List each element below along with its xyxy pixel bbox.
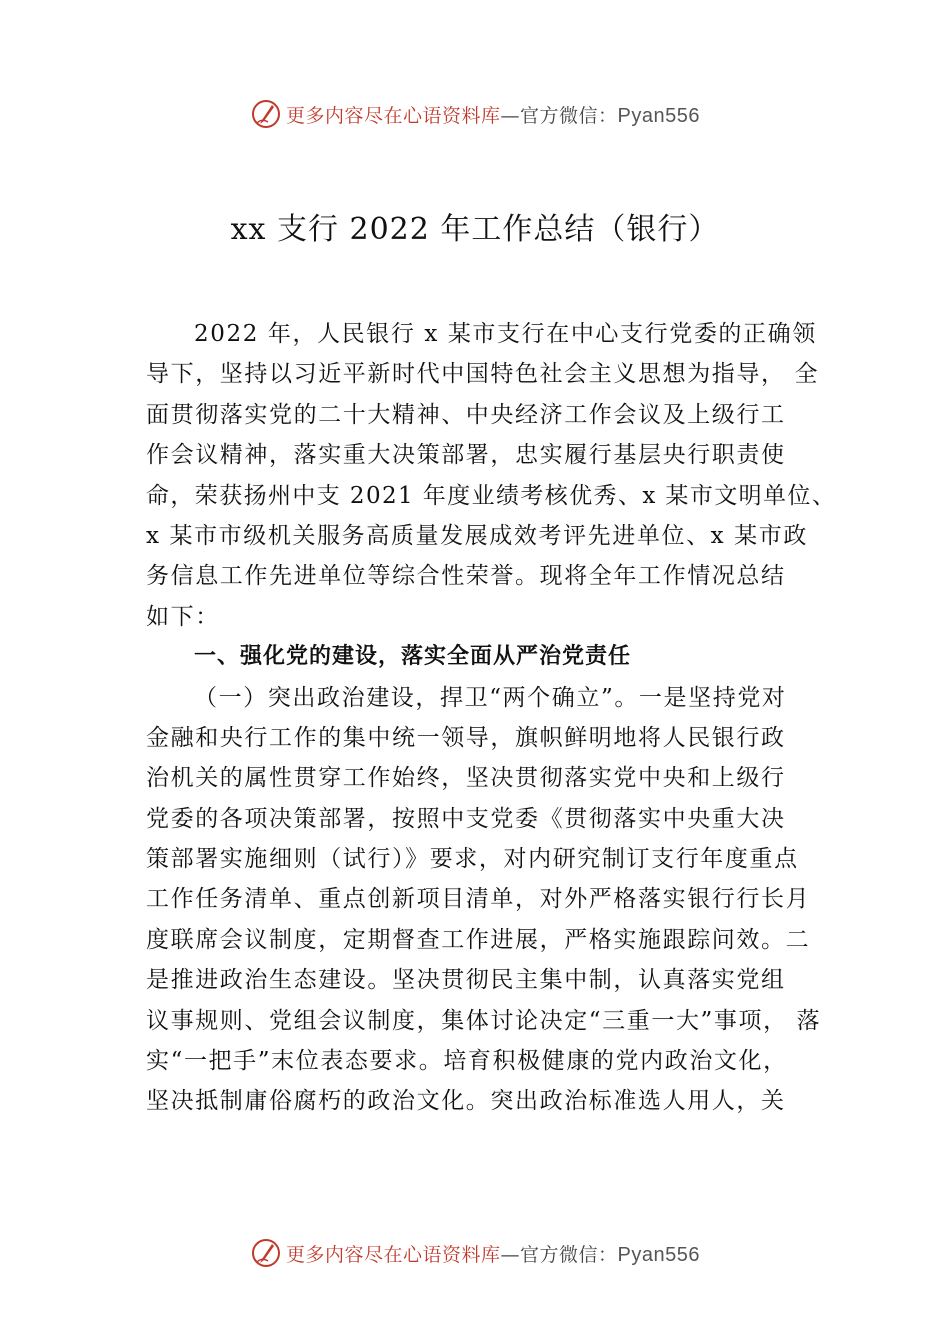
paragraph-line: 实“一把手”末位表态要求。培育积极健康的党内政治文化， [146,1048,788,1075]
paragraph-line: 议事规则、党组会议制度，集体讨论决定“三重一大”事项， 落 [146,1007,822,1034]
paragraph-line: 金融和央行工作的集中统一领导，旗帜鲜明地将人民银行政 [146,724,786,751]
paragraph-line: 导下，坚持以习近平新时代中国特色社会主义思想为指导， 全 [146,361,820,388]
paragraph-line: 治机关的属性贯穿工作始终，坚决贯彻落实党中央和上级行 [146,765,786,792]
quill-logo-icon [250,98,282,130]
paragraph-line: 面贯彻落实党的二十大精神、中央经济工作会议及上级行工 [146,401,786,428]
paragraph-line: 工作任务清单、重点创新项目清单，对外严格落实银行行长月 [146,886,811,913]
quill-logo-icon [250,1237,282,1269]
watermark-text: 更多内容尽在心语资料库—官方微信：Pyan556 [286,1243,700,1266]
document-body [146,314,837,1122]
paragraph-line: （一）突出政治建设，捍卫“两个确立”。一是坚持党对 [194,684,787,711]
watermark-banner-bottom [0,1233,950,1273]
paragraph-line: 如下： [146,603,220,630]
paragraph-line: 命，荣获扬州中支 2021 年度业绩考核优秀、x 某市文明单位、 [146,482,837,509]
paragraph-line: 党委的各项决策部署，按照中支党委《贯彻落实中央重大决 [146,805,786,832]
paragraph-line: 务信息工作先进单位等综合性荣誉。现将全年工作情况总结 [146,563,786,590]
paragraph-line: 策部署实施细则（试行）》要求，对内研究制订支行年度重点 [146,846,799,873]
watermark-text: 更多内容尽在心语资料库—官方微信：Pyan556 [286,104,700,127]
paragraph-line: 2022 年，人民银行 x 某市支行在中心支行党委的正确领 [194,321,817,347]
paragraph-line: 度联席会议制度，定期督查工作进展，严格实施跟踪问效。二 [146,926,811,953]
section-heading: 一、强化党的建设，落实全面从严治党责任 [194,644,632,670]
paragraph-line: 是推进政治生态建设。坚决贯彻民主集中制，认真落实党组 [146,967,786,994]
watermark-banner-top [0,94,950,134]
paragraph-line: x 某市市级机关服务高质量发展成效考评先进单位、x 某市政 [146,522,808,549]
document-title: xx 支行 2022 年工作总结（银行） [230,212,720,247]
paragraph-line: 坚决抵制庸俗腐朽的政治文化。突出政治标准选人用人，关 [146,1088,786,1115]
paragraph-line: 作会议精神，落实重大决策部署，忠实履行基层央行职责使 [146,442,786,469]
